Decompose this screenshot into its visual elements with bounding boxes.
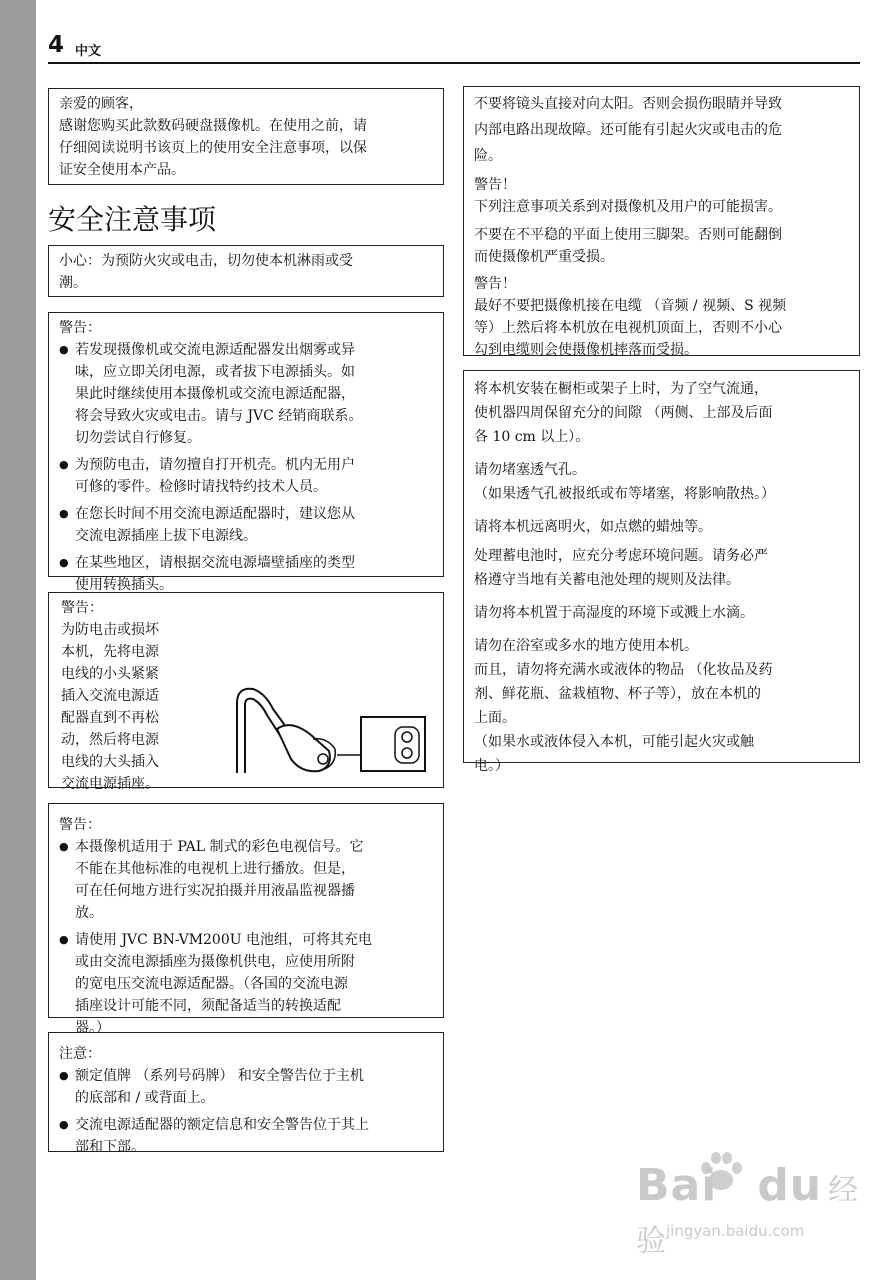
warning-box-3 [48, 803, 444, 1036]
list-line: 味，应立即关闭电源，或者拔下电源插头。如 [75, 364, 355, 380]
para-line: 而且，请勿将充满水或液体的物品 （化妆品及药 [474, 662, 773, 678]
para-line: 内部电路出现故障。还可能有引起火灾或电击的危 [474, 122, 782, 138]
para-line: 请勿堵塞透气孔。 [474, 462, 586, 478]
list-line: ● 在某些地区，请根据交流电源墙壁插座的类型 [75, 555, 355, 571]
list-line: ● 本摄像机适用于 PAL 制式的彩色电视信号。它 [75, 839, 364, 855]
warning-line: 交流电源插座。 [61, 776, 159, 792]
list-line: ● 在您长时间不用交流电源适配器时，建议您从 [75, 506, 355, 522]
list-line: 或由交流电源插座为摄像机供电，应使用所附 [75, 954, 355, 970]
para-line: 而使摄像机严重受损。 [474, 249, 614, 265]
list-line: ● 交流电源适配器的额定信息和安全警告位于其上 [75, 1117, 369, 1133]
para-line: 请勿将本机置于高湿度的环境下或溅上水滴。 [474, 605, 754, 621]
list-item [59, 836, 433, 924]
list-item [59, 503, 433, 547]
list-item [59, 1114, 433, 1158]
section-title: 安全注意事项 [48, 203, 217, 236]
list-line: 切勿尝试自行修复。 [75, 430, 201, 446]
watermark-url: jingyan.baidu.com [666, 1222, 805, 1240]
list-line: 器。） [75, 1020, 110, 1036]
warning-line: 本机，先将电源 [61, 644, 159, 660]
list-line: ● 额定值牌 （系列号码牌） 和安全警告位于主机 [75, 1068, 364, 1084]
page-number: 4 [48, 32, 65, 58]
greeting-line: 仔细阅读说明书该页上的使用安全注意事项，以保 [59, 140, 367, 156]
para-line: 下列注意事项关系到对摄像机及用户的可能损害。 [474, 199, 782, 215]
baidu-jingyan-watermark [636, 1150, 866, 1259]
warning-line: 动，然后将电源 [61, 732, 159, 748]
para-line: 将本机安装在橱柜或架子上时，为了空气流通， [474, 381, 768, 397]
list-line: 部和下部。 [75, 1139, 145, 1155]
para-line: 请勿在浴室或多水的地方使用本机。 [474, 638, 698, 654]
para-line: 电。） [474, 758, 509, 774]
list-line: 放。 [75, 905, 103, 921]
note-list [59, 1065, 433, 1158]
warning-line: 配器直到不再松 [61, 710, 159, 726]
list-line: 的宽电压交流电源适配器。（各国的交流电源 [75, 976, 348, 992]
list-item [59, 929, 433, 1039]
para-line: 请将本机远离明火，如点燃的蜡烛等。 [474, 519, 712, 535]
caution-box [48, 245, 444, 297]
list-line: 果此时继续使用本摄像机或交流电源适配器， [75, 386, 355, 402]
list-line: 不能在其他标准的电视机上进行播放。但是， [75, 861, 355, 877]
warning-box-2 [48, 592, 444, 792]
para-line: 剂、鲜花瓶、盆栽植物、杯子等），放在本机的 [474, 686, 761, 702]
greeting-line: 感谢您购买此款数码硬盘摄像机。在使用之前，请 [59, 118, 367, 134]
warning-list [59, 836, 433, 1039]
warning-heading: 警告！ [474, 177, 516, 193]
warning-text [61, 597, 191, 795]
caution-line: 小心：为预防火灾或电击，切勿使本机淋雨或受 [59, 253, 353, 269]
para-line: （如果水或液体侵入本机，可能引起火灾或触 [474, 734, 754, 750]
warning-heading: 警告： [59, 320, 101, 336]
page-header [48, 28, 860, 64]
note-heading: 注意： [59, 1046, 101, 1062]
list-line: 交流电源插座上拔下电源线。 [75, 528, 257, 544]
watermark-logo: Bai du 经验 [636, 1160, 860, 1259]
warning-heading: 警告： [59, 817, 101, 833]
list-line: ● 若发现摄像机或交流电源适配器发出烟雾或异 [75, 342, 355, 358]
warning-heading: 警告： [61, 600, 103, 616]
para-line: 不要在不平稳的平面上使用三脚架。否则可能翻倒 [474, 227, 782, 243]
para-line: 处理蓄电池时，应充分考虑环境问题。请务必严 [474, 548, 768, 564]
list-line: 插座设计可能不同，须配备适当的转换适配 [75, 998, 341, 1014]
list-item [59, 339, 433, 449]
para-line: 各 10 cm 以上）。 [474, 429, 590, 445]
greeting-box [48, 88, 444, 185]
list-line: 可修的零件。检修时请找特约技术人员。 [75, 479, 327, 495]
note-box [48, 1032, 444, 1155]
para-line: 险。 [474, 148, 502, 164]
para-line: 勾到电缆则会使摄像机摔落而受损。 [474, 342, 698, 358]
list-line: 可在任何地方进行实况拍摄并用液晶监视器播 [75, 883, 355, 899]
para-line: 不要将镜头直接对向太阳。否则会损伤眼睛并导致 [474, 96, 782, 112]
greeting-title: 亲爱的顾客， [59, 96, 143, 112]
warning-line: 电线的大头插入 [61, 754, 159, 770]
greeting-line: 证安全使用本产品。 [59, 162, 185, 178]
warning-box-1 [48, 312, 444, 593]
para-line: 上面。 [474, 710, 516, 726]
para-line: 格遵守当地有关蓄电池处理的规则及法律。 [474, 572, 740, 588]
warning-line: 插入交流电源适 [61, 688, 159, 704]
warning-line: 电线的小头紧紧 [61, 666, 159, 682]
side-tab [0, 0, 36, 1280]
page-language: 中文 [75, 44, 102, 59]
warning-line: 为防电击或损坏 [61, 622, 159, 638]
para-line: （如果透气孔被报纸或布等堵塞，将影响散热。） [474, 486, 775, 502]
para-line: 使机器四周保留充分的间隙 （两侧、上部及后面 [474, 405, 773, 421]
list-item [59, 552, 433, 596]
list-item [59, 454, 433, 498]
warning-list [59, 339, 433, 596]
warning-heading: 警告！ [474, 276, 516, 292]
list-line: 使用转换插头。 [75, 577, 173, 593]
list-item [59, 1065, 433, 1109]
list-line: 的底部和 / 或背面上。 [75, 1090, 215, 1106]
right-box-2 [463, 370, 860, 774]
caution-line: 潮。 [59, 275, 87, 291]
para-line: 等）上然后将本机放在电视机顶面上，否则不小心 [474, 320, 782, 336]
list-line: 将会导致火灾或电击。请与 JVC 经销商联系。 [75, 408, 363, 424]
right-box-1 [463, 86, 860, 356]
list-line: ● 为预防电击，请勿擅自打开机壳。机内无用户 [75, 457, 355, 473]
power-cord-plug-icon [229, 643, 429, 773]
list-line: ● 请使用 JVC BN-VM200U 电池组，可将其充电 [75, 932, 373, 948]
para-line: 最好不要把摄像机接在电缆 （音频 / 视频、S 视频 [474, 298, 787, 314]
